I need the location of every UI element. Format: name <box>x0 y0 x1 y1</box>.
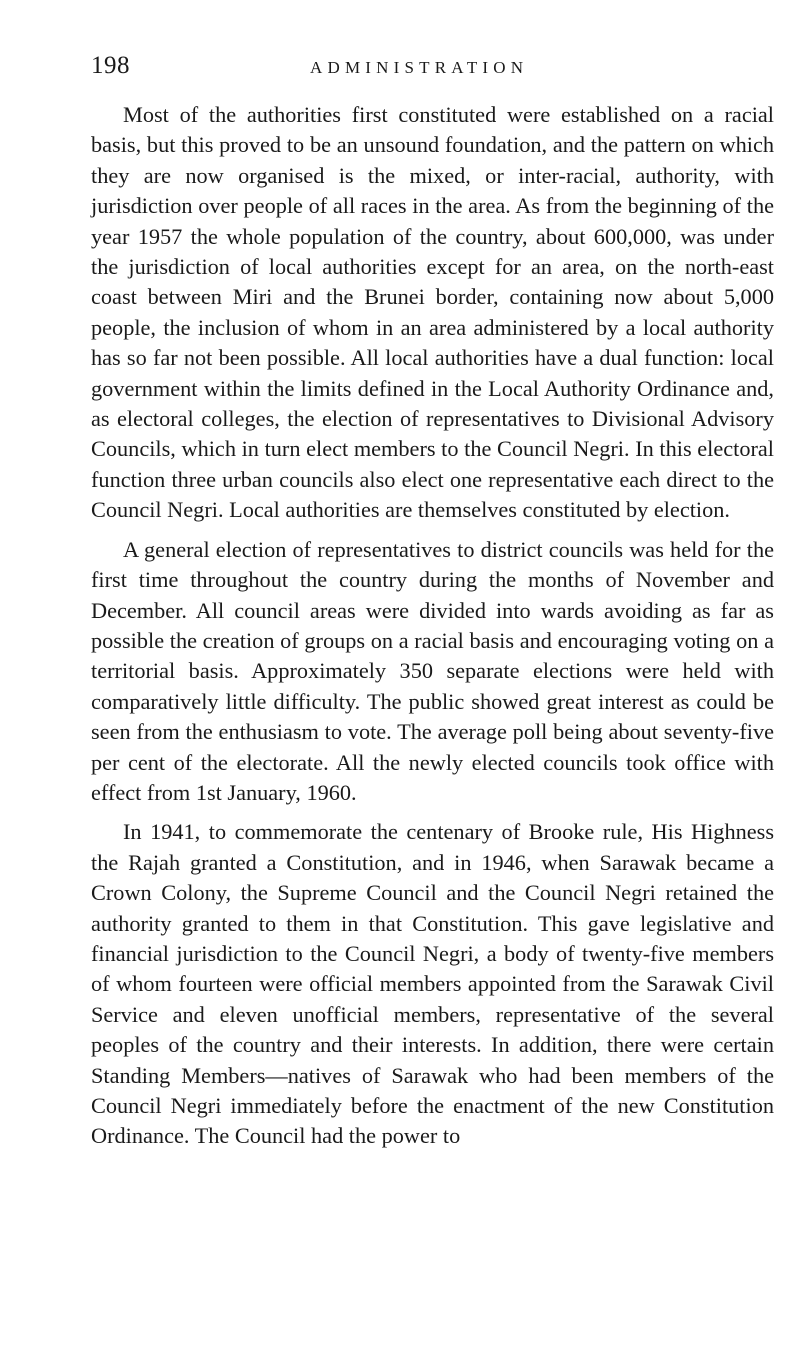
paragraph-constitution: In 1941, to commemorate the centenary of Brooke rule, His Highness the Rajah granted a Constitution, and in 1946, when Sarawak became a Crown Colony, the Supreme Council and the Council Negri retained the authority granted to them in that Constitution. This gave legislative and financial jurisdiction to the Council Negri, a body of twenty-five members of whom fourteen were official members appointed from the Sarawak Civil Service and eleven unofficial members, representative of the several peoples of the country and their interests. In addition, there were certain Standing Members—natives of Sarawak who had been members of the Council Negri immediately before the enactment of the new Constitution Ordinance. The Council had the power to <box>91 819 774 1149</box>
page-number: 198 <box>91 52 130 79</box>
body-text <box>91 100 774 1152</box>
page-header <box>0 48 800 88</box>
running-head: ADMINISTRATION <box>310 58 529 77</box>
paragraph-general-election: A general election of representatives to district councils was held for the first time throughout the country during the months of November and December. All council areas were divided into wards avoiding as far as possible the creation of groups on a racial basis and encouraging voting on a territorial basis. Approximately 350 separate elections were held with comparatively little difficulty. The public showed great interest as could be seen from the enthusiasm to vote. The average poll being about seventy-five per cent of the electorate. All the newly elected councils took office with effect from 1st January, 1960. <box>91 536 774 805</box>
paragraph-local-authorities: Most of the authorities first constituted were established on a racial basis, but this proved to be an unsound foundation, and the pattern on which they are now organised is the mixed, or inter-racial, authority, with jurisdiction over people of all races in the area. As from the beginning of the year 1957 the whole population of the country, about 600,000, was under the jurisdiction of local authorities except for an area, on the north-east coast between Miri and the Brunei border, containing now about 5,000 people, the inclusion of whom in an area administered by a local authority has so far not been possible. All local authorities have a dual function: local government within the limits defined in the Local Authority Ordinance and, as electoral colleges, the election of representatives to Divisional Advisory Councils, which in turn elect members to the Council Negri. In this electoral function three urban councils also elect one representative each direct to the Council Negri. Local authorities are themselves constituted by election. <box>91 102 774 523</box>
